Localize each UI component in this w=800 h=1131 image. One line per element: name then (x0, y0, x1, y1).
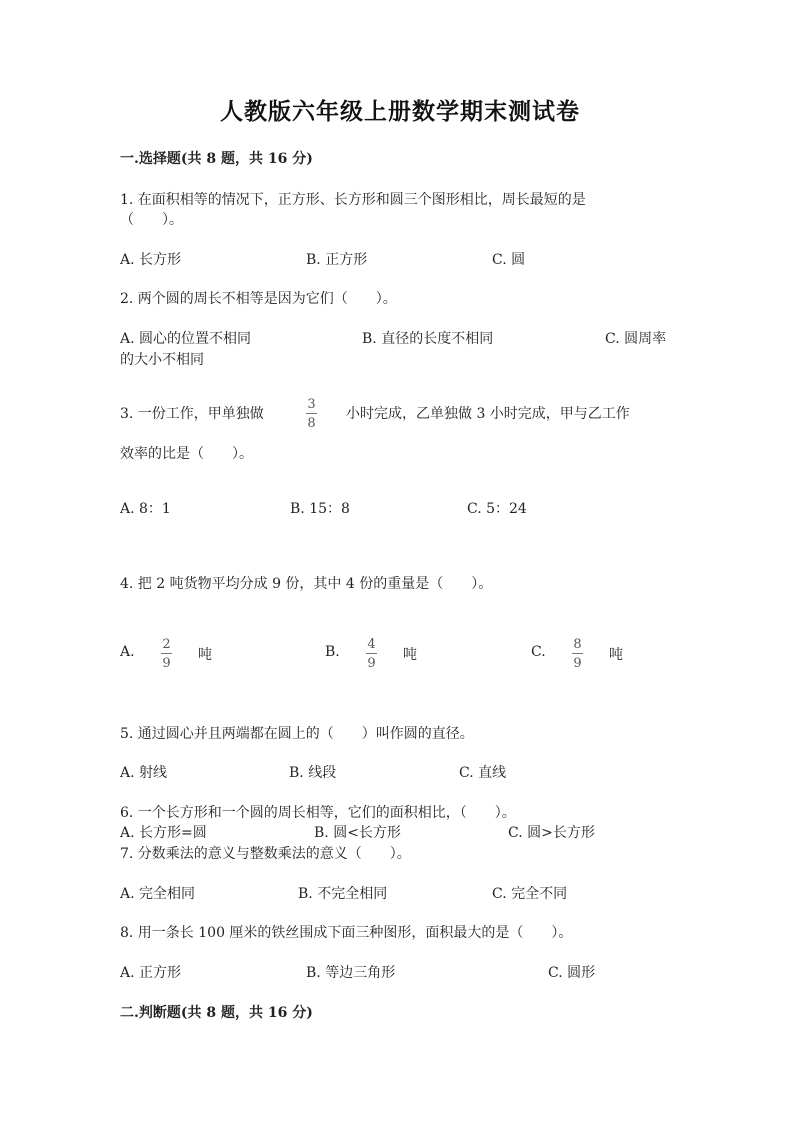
question-3-fraction (306, 397, 317, 431)
question-8-option-c: C. 圆形 (548, 965, 596, 981)
question-2-option-b: B. 直径的长度不相同 (362, 331, 494, 347)
question-2-option-a: A. 圆心的位置不相同 (120, 331, 252, 347)
fraction-numerator: 4 (367, 637, 376, 652)
question-8-text: 8. 用一条长 100 厘米的铁丝围成下面三种图形，面积最大的是（ ）。 (120, 925, 573, 941)
question-6-option-b: B. 圆<长方形 (314, 825, 401, 841)
question-4-option-a-unit: 吨 (198, 647, 212, 663)
question-5-option-a: A. 射线 (120, 765, 168, 781)
question-7-option-c: C. 完全不同 (492, 886, 568, 902)
question-2-option-c: C. 圆周率 (605, 331, 667, 347)
question-5-option-b: B. 线段 (289, 765, 337, 781)
page-title: 人教版六年级上册数学期末测试卷 (220, 98, 580, 125)
question-6-option-a: A. 长方形=圆 (120, 825, 207, 841)
question-8-option-b: B. 等边三角形 (306, 965, 396, 981)
question-4-option-a-fraction (161, 637, 172, 671)
question-3-option-c: C. 5：24 (467, 501, 527, 517)
question-6-option-c: C. 圆>长方形 (508, 825, 595, 841)
question-4-text: 4. 把 2 吨货物平均分成 9 份，其中 4 份的重量是（ ）。 (120, 576, 493, 592)
question-5-text: 5. 通过圆心并且两端都在圆上的（ ）叫作圆的直径。 (120, 726, 474, 742)
question-5-option-c: C. 直线 (459, 765, 507, 781)
fraction-numerator: 8 (573, 637, 582, 652)
question-4-option-c-unit: 吨 (609, 647, 623, 663)
fraction-bar (572, 653, 583, 654)
question-3-option-b: B. 15：8 (290, 501, 350, 517)
question-7-option-a: A. 完全相同 (120, 886, 196, 902)
question-7-option-b: B. 不完全相同 (298, 886, 388, 902)
fraction-bar (306, 413, 317, 414)
question-4-option-c-label: C. (531, 644, 546, 660)
question-7-text: 7. 分数乘法的意义与整数乘法的意义（ ）。 (120, 846, 411, 862)
question-4-option-b-fraction (366, 637, 377, 671)
question-2-option-c-cont: 的大小不相同 (120, 352, 204, 368)
question-3-text-start: 3. 一份工作，甲单独做 (120, 406, 264, 422)
question-1-option-c: C. 圆 (492, 252, 526, 268)
question-1-option-a: A. 长方形 (120, 252, 182, 268)
question-4-option-b-unit: 吨 (403, 647, 417, 663)
fraction-bar (161, 653, 172, 654)
question-6-text: 6. 一个长方形和一个圆的周长相等，它们的面积相比，（ ）。 (120, 805, 516, 821)
question-3-text-cont: 效率的比是（ ）。 (120, 446, 253, 462)
fraction-denominator: 9 (367, 656, 376, 671)
question-4-option-c-fraction (572, 637, 583, 671)
fraction-denominator: 9 (573, 656, 582, 671)
question-3-text-end: 小时完成，乙单独做 3 小时完成，甲与乙工作 (346, 406, 630, 422)
question-4-option-b-label: B. (325, 644, 340, 660)
fraction-numerator: 3 (307, 397, 316, 412)
fraction-numerator: 2 (162, 637, 171, 652)
section-heading-choice: 一.选择题(共 8 题，共 16 分) (120, 151, 313, 167)
question-1-text: 1. 在面积相等的情况下，正方形、长方形和圆三个图形相比，周长最短的是 (120, 192, 586, 208)
question-8-option-a: A. 正方形 (120, 965, 182, 981)
fraction-bar (366, 653, 377, 654)
question-3-option-a: A. 8：1 (120, 501, 171, 517)
question-1-option-b: B. 正方形 (306, 252, 368, 268)
section-heading-judgement: 二.判断题(共 8 题，共 16 分) (120, 1005, 313, 1021)
fraction-denominator: 8 (307, 416, 316, 431)
fraction-denominator: 9 (162, 656, 171, 671)
question-2-text: 2. 两个圆的周长不相等是因为它们（ ）。 (120, 291, 397, 307)
question-4-option-a-label: A. (120, 644, 135, 660)
question-1-text-cont: （ ）。 (120, 212, 183, 228)
